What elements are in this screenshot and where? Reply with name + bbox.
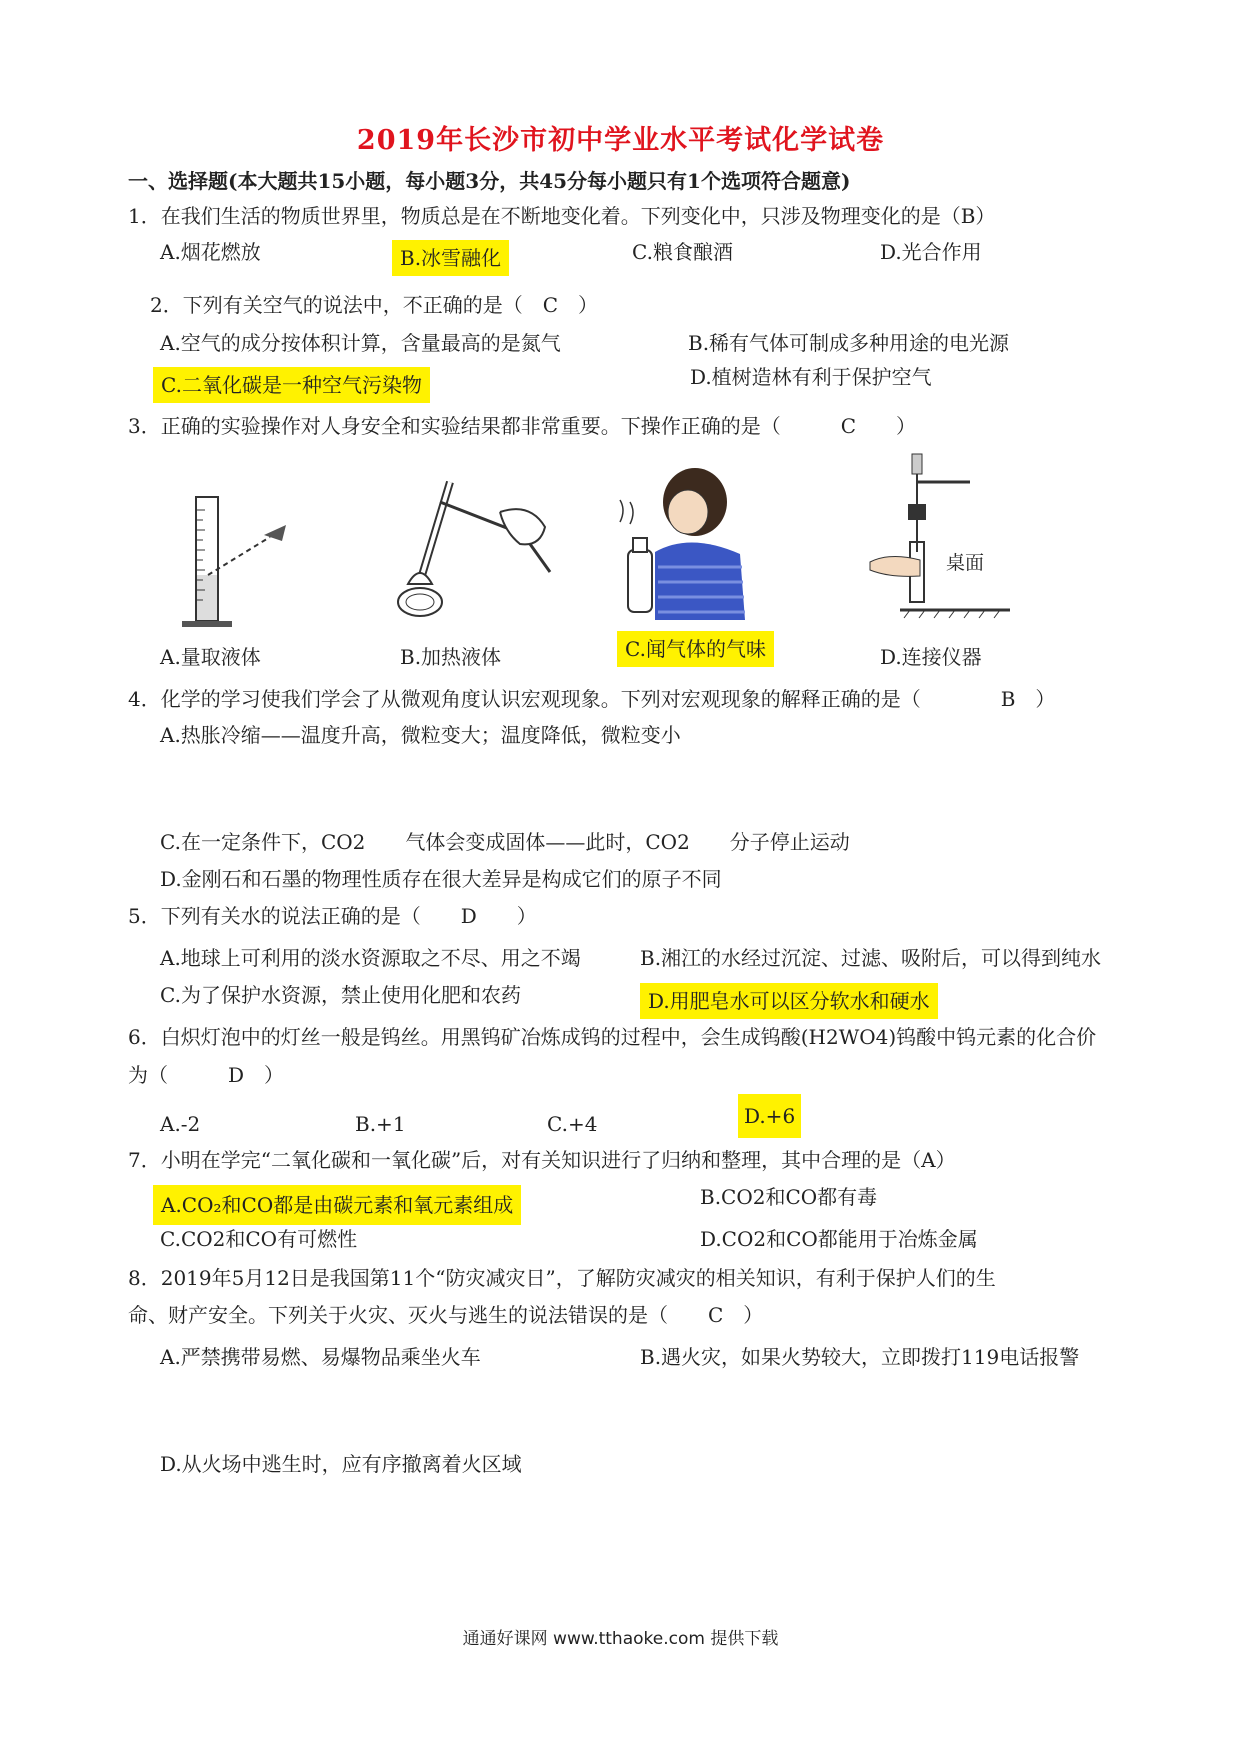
q5-stem: 5．下列有关水的说法正确的是（ D ） (128, 904, 537, 928)
q5-option-b: B.湘江的水经过沉淀、过滤、吸附后，可以得到纯水 (640, 946, 1102, 970)
connecting-apparatus-figure (860, 452, 1010, 622)
q6-option-c: C.+4 (547, 1112, 598, 1136)
q4-option-a: A.热胀冷缩——温度升高，微粒变大；温度降低，微粒变小 (160, 723, 681, 747)
q4-option-d: D.金刚石和石墨的物理性质存在很大差异是构成它们的原子不同 (160, 867, 722, 891)
graduated-cylinder-figure (178, 495, 298, 635)
q3-option-d: D.连接仪器 (880, 645, 982, 669)
q3-option-c-answer: C.闻气体的气味 (617, 631, 774, 667)
q3-stem: 3．正确的实验操作对人身安全和实验结果都非常重要。下操作正确的是（ C ） (128, 414, 917, 438)
q4-stem: 4．化学的学习使我们学会了从微观角度认识宏观现象。下列对宏观现象的解释正确的是（ B ） (128, 687, 1056, 711)
q7-option-c: C.CO2和CO有可燃性 (160, 1227, 358, 1251)
q6-option-a: A.-2 (160, 1112, 201, 1136)
q8-option-d: D.从火场中逃生时，应有序撤离着火区域 (160, 1452, 522, 1476)
q1-option-a: A.烟花燃放 (160, 240, 261, 264)
q6-stem: 6．白炽灯泡中的灯丝一般是钨丝。用黑钨矿冶炼成钨的过程中，会生成钨酸(H2WO4)钨酸中钨元素的化合价 (128, 1025, 1097, 1049)
q8-option-b: B.遇火灾，如果火势较大，立即拨打119电话报警 (640, 1345, 1080, 1369)
q4-option-c: C.在一定条件下，CO2 气体会变成固体——此时，CO2 分子停止运动 (160, 830, 850, 854)
q1-stem: 1．在我们生活的物质世界里，物质总是在不断地变化着。下列变化中，只涉及物理变化的是（B） (128, 204, 996, 228)
q1-option-c: C.粮食酿酒 (632, 240, 733, 264)
q3-option-b: B.加热液体 (400, 645, 502, 669)
heating-liquid-figure (380, 472, 560, 632)
q6-stem-continued: 为（ D ） (128, 1063, 285, 1087)
q8-option-a: A.严禁携带易燃、易爆物品乘坐火车 (160, 1345, 481, 1369)
q1-option-b-answer: B.冰雪融化 (392, 240, 509, 276)
q2-option-a: A.空气的成分按体积计算，含量最高的是氮气 (160, 331, 561, 355)
q3-option-a: A.量取液体 (160, 645, 261, 669)
q7-option-d: D.CO2和CO都能用于冶炼金属 (700, 1227, 978, 1251)
page-title: 2019年长沙市初中学业水平考试化学试卷 (356, 125, 885, 156)
q8-stem-continued: 命、财产安全。下列关于火灾、灭火与逃生的说法错误的是（ C ） (128, 1303, 764, 1327)
q5-option-c: C.为了保护水资源，禁止使用化肥和农药 (160, 983, 521, 1007)
q2-option-d: D.植树造林有利于保护空气 (690, 365, 932, 389)
smelling-gas-figure (600, 462, 750, 622)
desk-label: 桌面 (946, 552, 985, 574)
q6-option-d-answer: D.+6 (738, 1094, 801, 1138)
q2-option-b: B.稀有气体可制成多种用途的电光源 (688, 331, 1010, 355)
q2-option-c-answer: C.二氧化碳是一种空气污染物 (153, 367, 430, 403)
section-heading: 一、选择题(本大题共15小题，每小题3分，共45分每小题只有1个选项符合题意) (128, 169, 851, 193)
q7-stem: 7．小明在学完“二氧化碳和一氧化碳”后，对有关知识进行了归纳和整理，其中合理的是（A） (128, 1148, 956, 1172)
q8-stem: 8．2019年5月12日是我国第11个“防灾减灾日”，了解防灾减灾的相关知识，有利于保护人们的生 (128, 1266, 996, 1290)
q2-stem: 2．下列有关空气的说法中，不正确的是（ C ） (150, 293, 599, 317)
q6-option-b: B.+1 (355, 1112, 406, 1136)
q7-option-a-answer: A.CO₂和CO都是由碳元素和氧元素组成 (153, 1185, 521, 1225)
q1-option-d: D.光合作用 (880, 240, 982, 264)
q7-option-b: B.CO2和CO都有毒 (700, 1185, 878, 1209)
q5-option-d-answer: D.用肥皂水可以区分软水和硬水 (640, 983, 938, 1019)
footer-source: 通通好课网 www.tthaoke.com 提供下载 (462, 1629, 779, 1649)
q5-option-a: A.地球上可利用的淡水资源取之不尽、用之不竭 (160, 946, 581, 970)
